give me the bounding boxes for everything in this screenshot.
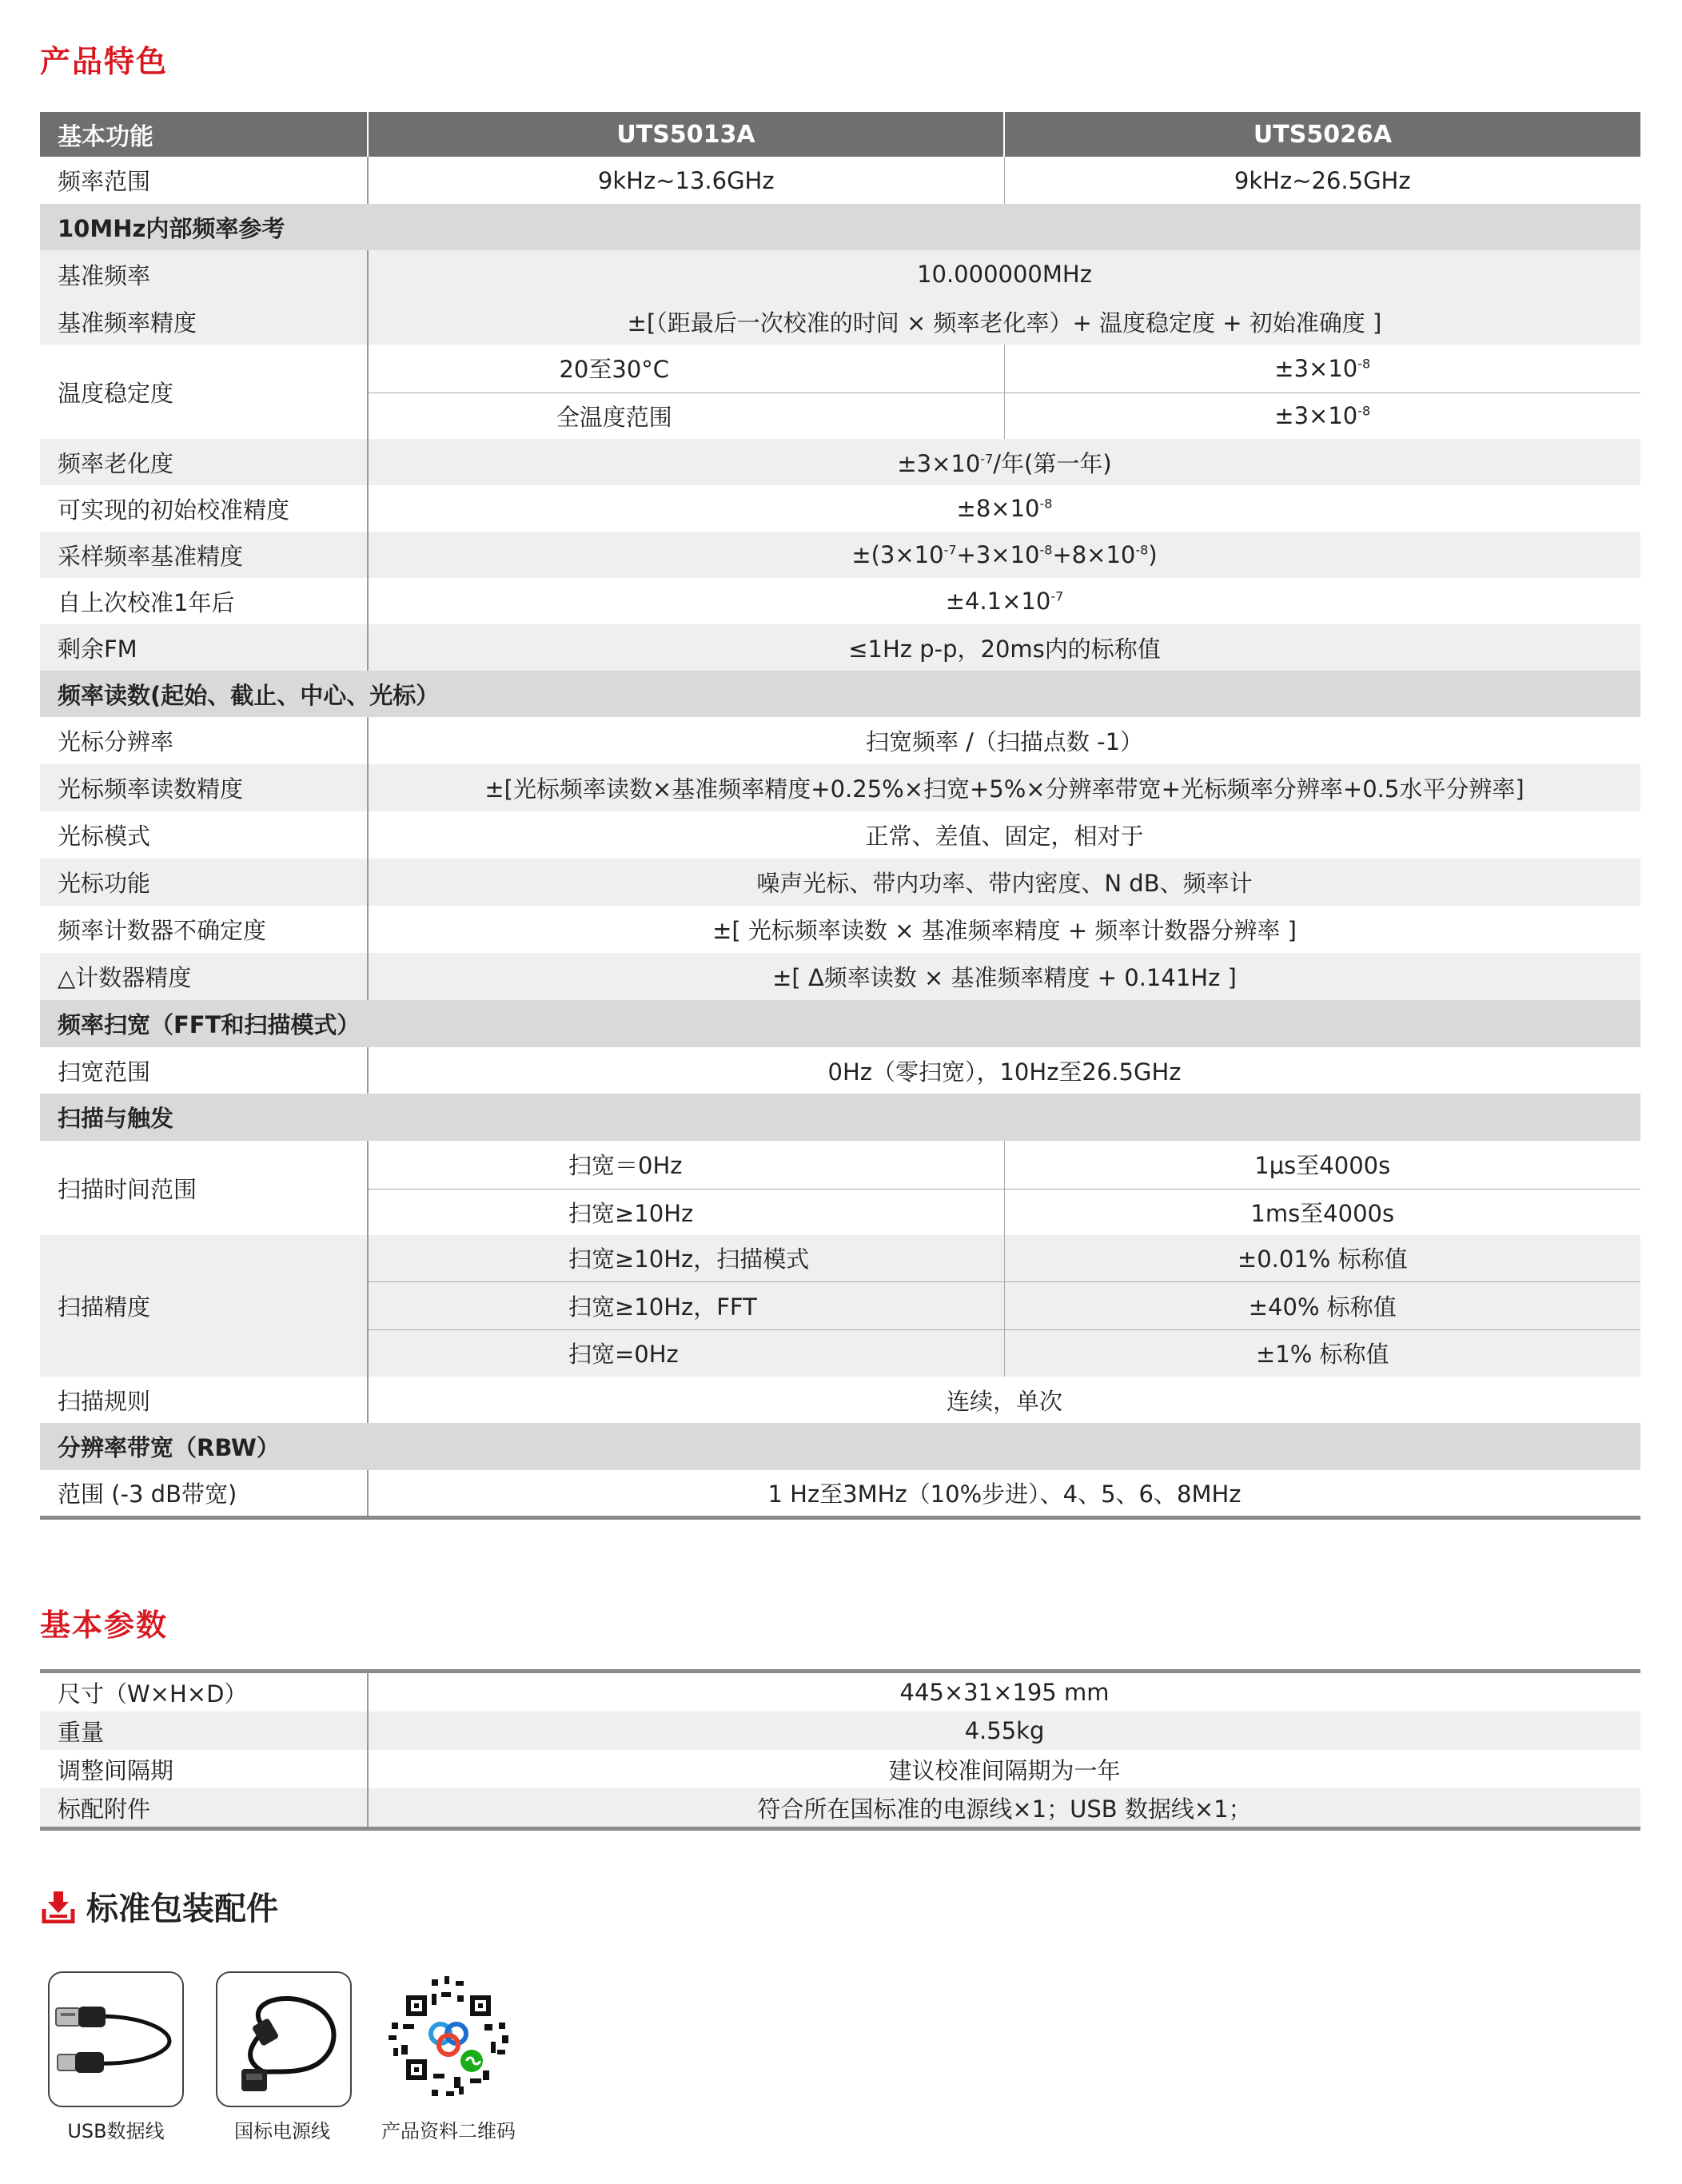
row-value: ±[ Δ频率读数 × 基准频率精度 + 0.141Hz ] bbox=[368, 953, 1640, 1000]
header-col-uts5013a: UTS5013A bbox=[368, 112, 1004, 157]
features-title: 产品特色 bbox=[40, 44, 169, 79]
table-row bbox=[40, 485, 1640, 532]
power-cable-icon bbox=[217, 1973, 350, 2106]
group-label: 频率扫宽（FFT和扫描模式） bbox=[40, 1000, 1640, 1047]
row-label: 采样频率基准精度 bbox=[40, 532, 368, 578]
row-label: 光标频率读数精度 bbox=[40, 764, 368, 811]
row-label: 标配附件 bbox=[40, 1788, 368, 1829]
table-row bbox=[40, 859, 1640, 906]
row-value: 扫宽频率 /（扫描点数 -1） bbox=[865, 728, 1144, 755]
table-row bbox=[40, 1712, 1640, 1750]
power-cable-caption: 国标电源线 bbox=[234, 2120, 330, 2142]
row-value: 符合所在国标准的电源线×1；USB 数据线×1； bbox=[368, 1788, 1640, 1829]
row-label: 扫描规则 bbox=[40, 1377, 368, 1423]
row-label: 尺寸（W×H×D） bbox=[40, 1672, 368, 1712]
table-row bbox=[40, 1141, 1640, 1189]
row-condition: 扫宽＝0Hz bbox=[368, 1141, 1004, 1189]
row-value: $\pm 3\times 10^{-8}$ bbox=[1004, 345, 1640, 393]
row-value: 9kHz~26.5GHz bbox=[1234, 166, 1411, 194]
group-row bbox=[40, 1000, 1640, 1047]
row-value: 445×31×195 mm bbox=[899, 1679, 1110, 1706]
group-row bbox=[40, 671, 1640, 717]
group-label: 频率读数(起始、截止、中心、光标） bbox=[40, 671, 1640, 717]
table-row bbox=[40, 1470, 1640, 1517]
row-label: 自上次校准1年后 bbox=[40, 578, 368, 624]
table-row bbox=[40, 578, 1640, 624]
row-value: 1ms至4000s bbox=[1250, 1199, 1395, 1227]
table-row bbox=[40, 1672, 1640, 1712]
row-condition: 扫宽≥10Hz，FFT bbox=[368, 1281, 1004, 1329]
row-label: △计数器精度 bbox=[40, 953, 368, 1000]
table-row bbox=[40, 624, 1640, 671]
row-condition: 全温度范围 bbox=[368, 393, 1004, 439]
table-row bbox=[40, 811, 1640, 859]
row-value: 正常、差值、固定，相对于 bbox=[865, 823, 1144, 850]
row-value: ±40% 标称值 bbox=[1004, 1281, 1640, 1329]
accessories-title-text: 标准包装配件 bbox=[86, 1891, 278, 1927]
table-row bbox=[40, 298, 1640, 345]
table-row bbox=[40, 953, 1640, 1000]
features-table bbox=[40, 112, 1640, 1520]
row-label: 光标功能 bbox=[40, 859, 368, 906]
row-value: 建议校准间隔期为一年 bbox=[888, 1756, 1121, 1784]
qr-code-icon[interactable] bbox=[382, 1971, 515, 2104]
row-label: 重量 bbox=[40, 1712, 368, 1750]
table-row bbox=[40, 764, 1640, 811]
group-label: 扫描与触发 bbox=[40, 1094, 1640, 1141]
row-value: $\pm 3\times 10^{-7}/$年(第一年) bbox=[368, 439, 1640, 485]
row-condition: 20至30°C bbox=[368, 345, 1004, 393]
row-value: ≤1Hz p-p，20ms内的标称值 bbox=[368, 624, 1640, 671]
row-label: 基准频率精度 bbox=[40, 298, 368, 345]
row-value: 9kHz~13.6GHz bbox=[368, 157, 1004, 204]
row-label: 可实现的初始校准精度 bbox=[40, 485, 368, 532]
group-label: 10MHz内部频率参考 bbox=[40, 204, 1640, 250]
row-label: 基准频率 bbox=[40, 250, 368, 298]
row-value: $\pm 4.1\times 10^{-7}$ bbox=[945, 588, 1064, 615]
row-value: $\pm 3\times 10^{-8}$ bbox=[1274, 402, 1371, 430]
row-value: ±[光标频率读数×基准频率精度+0.25%×扫宽+5%×分辨率带宽+光标频率分辨率+0.5水平分辨率] bbox=[368, 764, 1640, 811]
qr-code-card[interactable] bbox=[382, 1971, 515, 2104]
table-header-row bbox=[40, 112, 1640, 157]
table-row bbox=[40, 1788, 1640, 1829]
basic-params-table bbox=[40, 1669, 1640, 1831]
group-row bbox=[40, 1423, 1640, 1470]
row-label: 扫描时间范围 bbox=[40, 1141, 368, 1235]
header-col-uts5026a: UTS5026A bbox=[1004, 112, 1640, 157]
table-row bbox=[40, 1377, 1640, 1423]
table-row bbox=[40, 532, 1640, 578]
row-value: 4.55kg bbox=[368, 1712, 1640, 1750]
row-condition: 扫宽≥10Hz bbox=[368, 1189, 1004, 1235]
power-cable-card bbox=[216, 1971, 352, 2107]
row-label: 光标分辨率 bbox=[40, 717, 368, 764]
row-label: 温度稳定度 bbox=[40, 345, 368, 439]
row-value: ±1% 标称值 bbox=[1004, 1329, 1640, 1377]
row-value: 0Hz（零扫宽），10Hz至26.5GHz bbox=[827, 1058, 1182, 1086]
row-label: 调整间隔期 bbox=[40, 1750, 368, 1788]
row-label: 频率老化度 bbox=[40, 439, 368, 485]
table-row bbox=[40, 250, 1640, 298]
row-label: 扫宽范围 bbox=[40, 1047, 368, 1094]
group-row bbox=[40, 1094, 1640, 1141]
row-value: 10.000000MHz bbox=[368, 250, 1640, 298]
row-label: 频率范围 bbox=[40, 157, 368, 204]
row-value: 噪声光标、带内功率、带内密度、N dB、频率计 bbox=[368, 859, 1640, 906]
qr-code-caption: 产品资料二维码 bbox=[381, 2120, 516, 2142]
row-label: 频率计数器不确定度 bbox=[40, 906, 368, 953]
basic-params-title: 基本参数 bbox=[40, 1608, 169, 1643]
table-row bbox=[40, 439, 1640, 485]
accessories-title bbox=[42, 1883, 278, 1929]
row-label: 范围 (-3 dB带宽) bbox=[40, 1470, 368, 1517]
download-tray-icon bbox=[42, 1890, 75, 1923]
row-value: 1μs至4000s bbox=[1004, 1141, 1640, 1189]
row-condition: 扫宽=0Hz bbox=[368, 1329, 1004, 1377]
row-label: 光标模式 bbox=[40, 811, 368, 859]
group-label: 分辨率带宽（RBW） bbox=[40, 1423, 1640, 1470]
usb-cable-caption: USB数据线 bbox=[67, 2120, 165, 2142]
group-row bbox=[40, 204, 1640, 250]
table-row bbox=[40, 1047, 1640, 1094]
row-value: ±[ 光标频率读数 × 基准频率精度 + 频率计数器分辨率 ] bbox=[712, 917, 1297, 944]
table-row bbox=[40, 157, 1640, 204]
table-row bbox=[40, 345, 1640, 393]
header-col-function: 基本功能 bbox=[40, 112, 368, 157]
row-value: 1 Hz至3MHz（10%步进）、4、5、6、8MHz bbox=[767, 1480, 1242, 1508]
row-label: 扫描精度 bbox=[40, 1235, 368, 1377]
row-condition: 扫宽≥10Hz，扫描模式 bbox=[368, 1235, 1004, 1281]
row-value: 连续，单次 bbox=[946, 1387, 1062, 1415]
row-value: ±[（距最后一次校准的时间 × 频率老化率）+ 温度稳定度 + 初始准确度 ] bbox=[368, 298, 1640, 345]
table-row bbox=[40, 1750, 1640, 1788]
usb-cable-icon bbox=[50, 1973, 182, 2106]
usb-cable-card bbox=[48, 1971, 184, 2107]
row-value: $\pm 8\times 10^{-8}$ bbox=[956, 495, 1053, 522]
row-value: $\pm(3\times 10^{-7}+3\times 10^{-8}+8\times 10^{-8})$ bbox=[368, 532, 1640, 578]
row-label: 剩余FM bbox=[40, 624, 368, 671]
row-value: ±0.01% 标称值 bbox=[1004, 1235, 1640, 1281]
table-row bbox=[40, 906, 1640, 953]
table-row bbox=[40, 1235, 1640, 1281]
table-row bbox=[40, 717, 1640, 764]
